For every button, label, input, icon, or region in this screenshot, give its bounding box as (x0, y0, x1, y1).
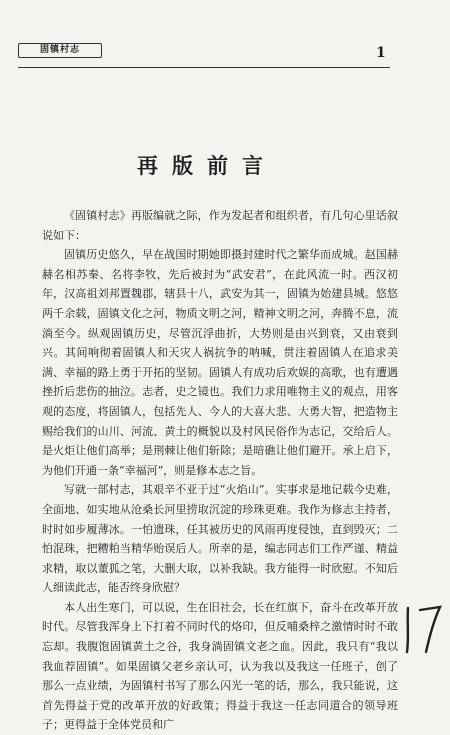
paragraph-author: 本人出生寒门，可以说，生在旧社会，长在红旗下，奋斗在改革开放时代。尽管我浑身上下打着不同时代的烙印，但反哺桑梓之激情时时不敢忘却。我腹饱固镇黄土之谷，我身淌固镇文老之血。因此，我只有“我以我血荐固镇”。如果固镇父老乡亲认可，认为我以及我这一任班子，创了那么一点业绩，为固镇村书写了那么闪光一笔的话，那么，我只能说，这首先得益于党的改革开放的好政策；得益于我这一任志同道合的领导班子；更得益于全体党员和广 (42, 600, 398, 732)
handwritten-page-mark (398, 602, 446, 654)
paragraph-writing: 写就一部村志，其艰辛不亚于过“火焰山”。实事求是地记载今史难，全面地、如实地从沧桑长河里捞取沉淀的珍珠更难。我作为修志主持者，时时如步履薄冰。一怕遗珠，任其被历史的风雨再度侵蚀，直到毁灭；二怕混珠，把糟粕当精华贻误后人。所幸的是，编志同志们工作严谨、精益求精，取以董狐之笔，大删大取，以补我缺。我方能得一时欣慰。不知后人细读此志，能否终身欣慰？ (42, 483, 398, 595)
paragraph-intro: 《固镇村志》再版编就之际，作为发起者和组织者，有几句心里话叙说如下： (42, 209, 398, 242)
running-title-box (18, 43, 102, 58)
body-text (42, 206, 398, 735)
paragraph-history: 固镇历史悠久，早在战国时期她即摄封建时代之繁华而成城。赵国赫赫名相苏秦、名将李牧，先后被封为“武安君”，在此风流一时。西汉初年，汉高祖刘邦置魏郡，辖县十八，武安为其一，固镇为始建县城。悠悠两千余载，固镇文化之河，物质文明之河，精神文明之河，奔腾不息，流淌至今。纵观固镇历史，尽管沉浮曲折，大势则是由兴到衰，又由衰到兴。其间响彻着固镇人和天灾人祸抗争的呐喊，贯注着固镇人在追求美满、幸福的路上勇于开拓的坚韧。固镇人有成功后欢娱的高歌，也有遭遇挫折后悲伤的抽泣。志者，史之镜也。我们力求用唯物主义的观点，用客观的态度，将固镇人，包括先人、今人的大喜大悲、大勇大智，把造物主赐给我们的山川、河流、黄土的概貌以及村风民俗作为志记，交给后人。是火炬让他们高举；是荆棘让他们斩除；是暗礁让他们避开。承上启下，为他们开通一条“幸福河”，则是修本志之旨。 (42, 248, 398, 477)
page-number: 1 (376, 45, 386, 61)
running-title: 固镇村志 (39, 45, 80, 55)
page-title: 再版前言 (137, 153, 277, 178)
header-rule (18, 67, 390, 68)
